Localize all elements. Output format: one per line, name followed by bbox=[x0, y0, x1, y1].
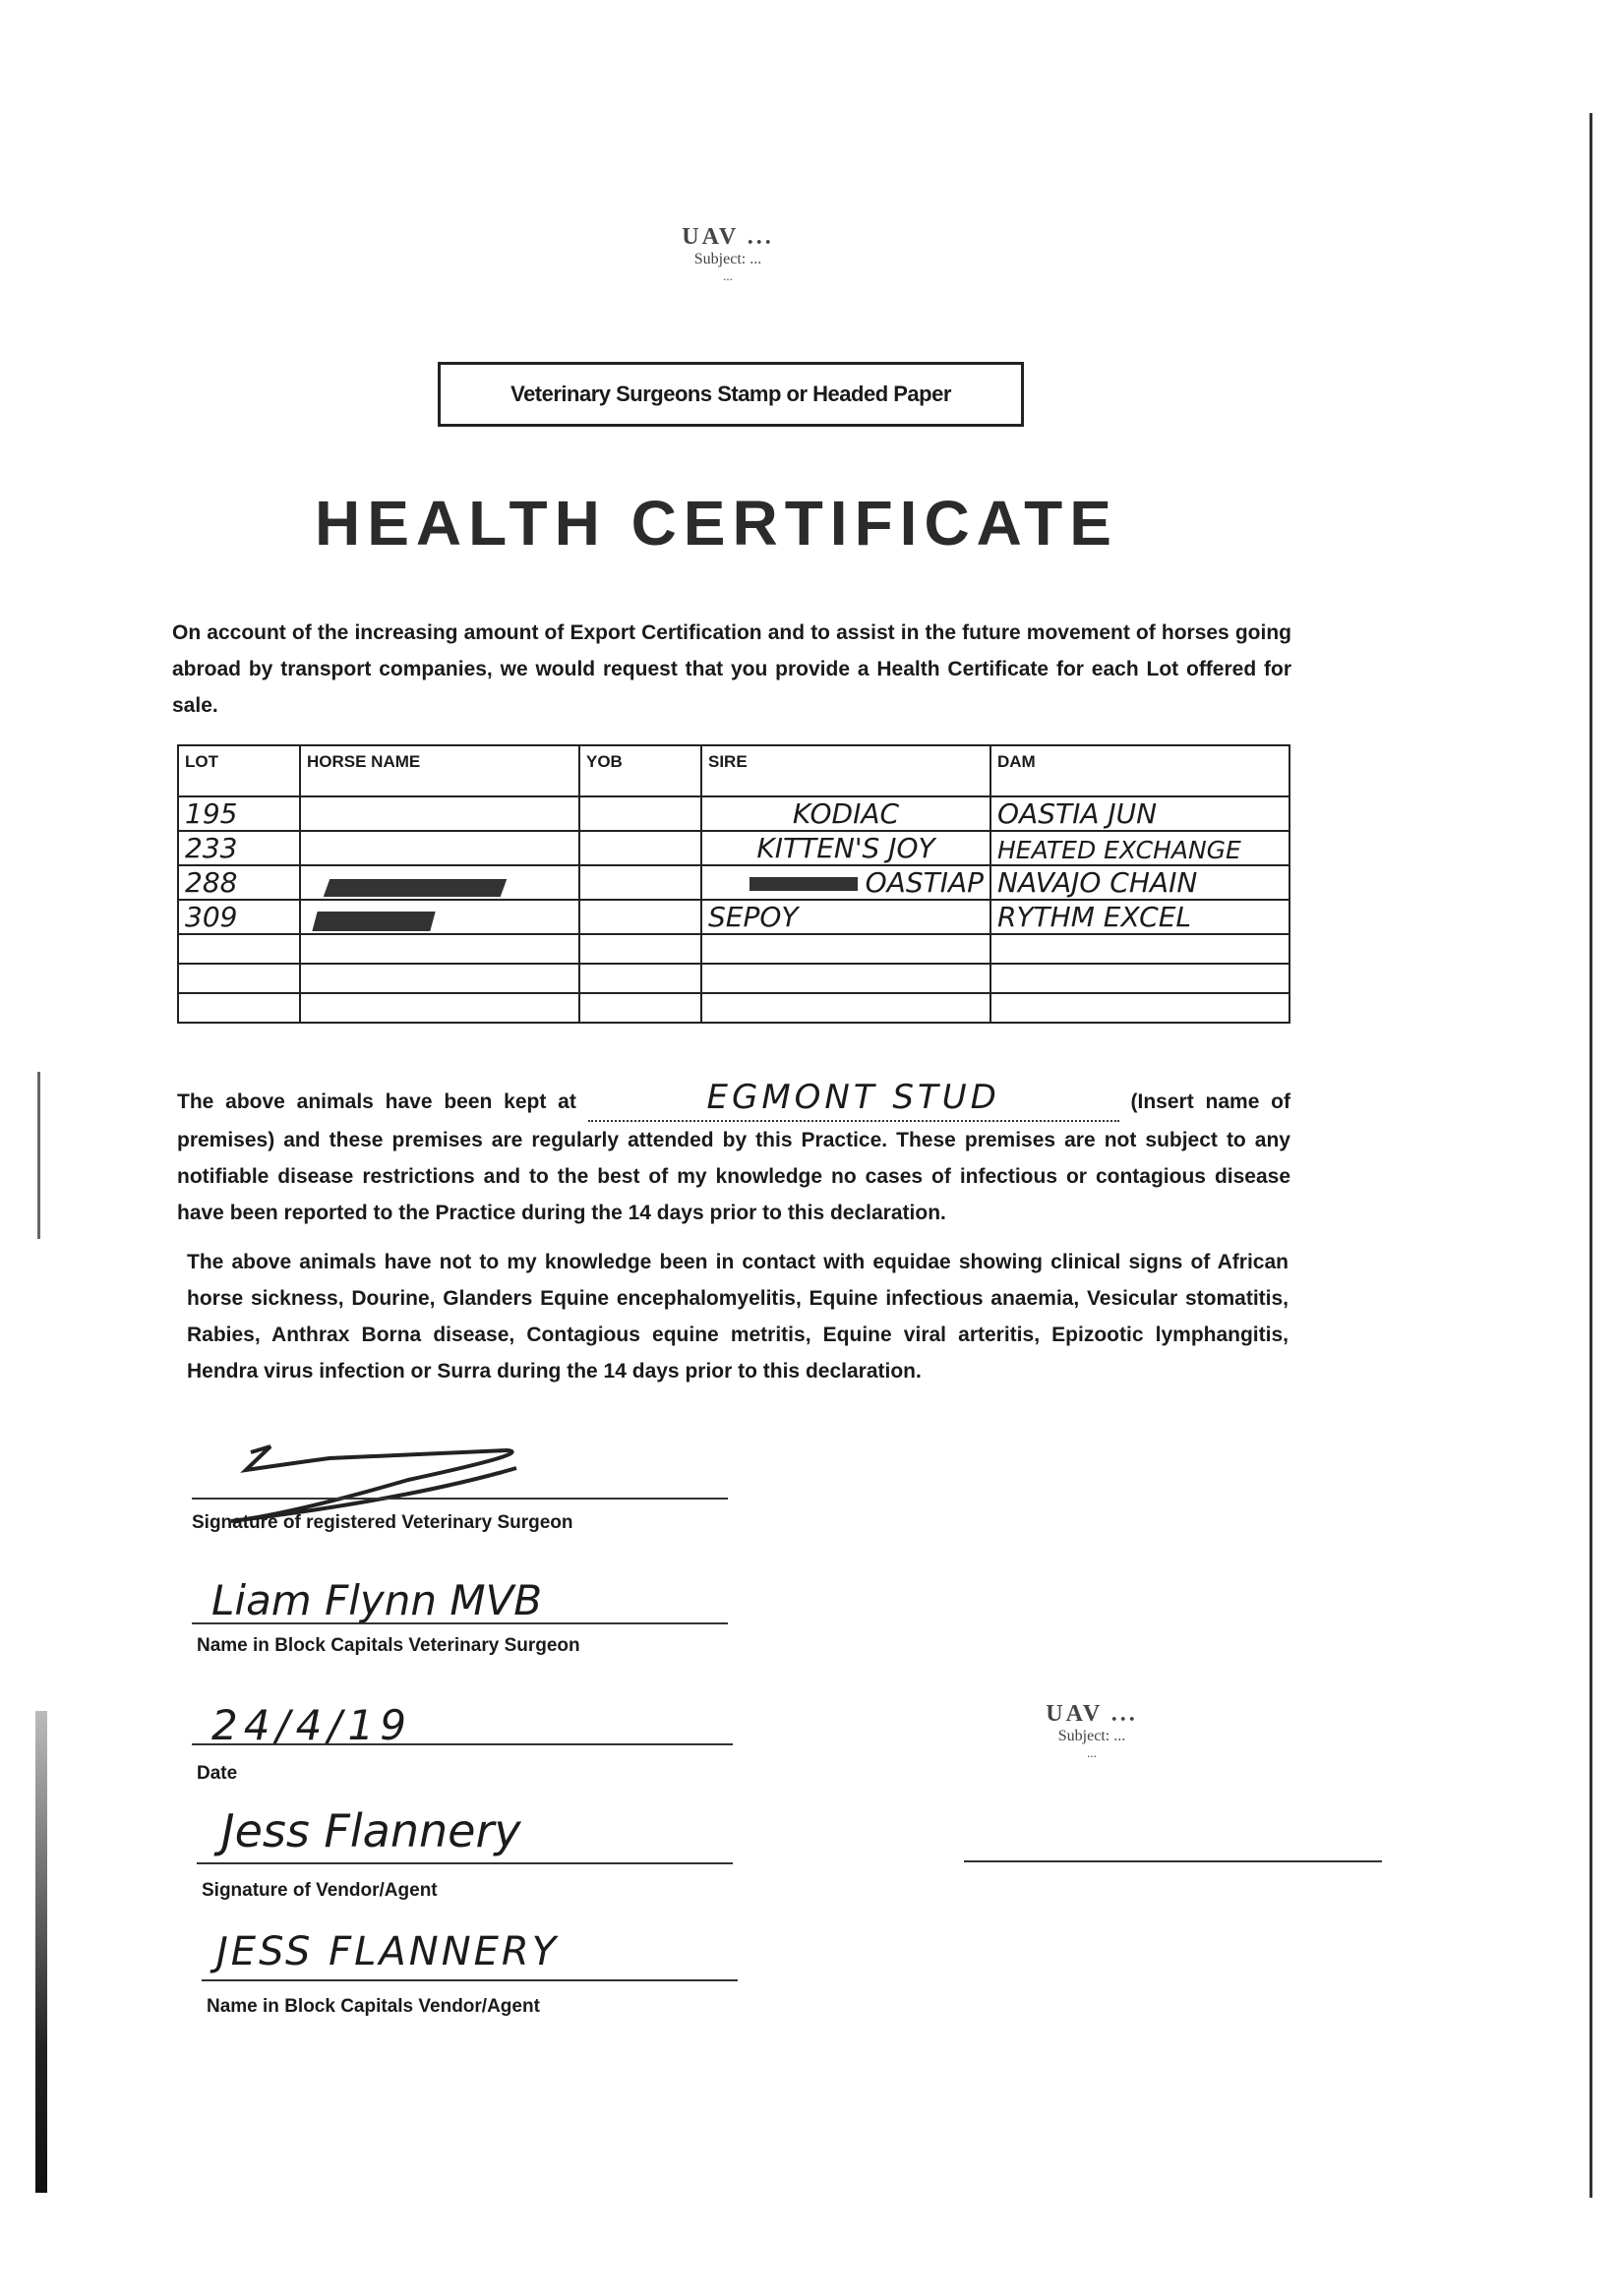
header-dam: DAM bbox=[990, 745, 1289, 796]
vendor-name-line bbox=[202, 1979, 738, 1981]
cell-lot: 195 bbox=[178, 796, 300, 831]
stamp-box bbox=[438, 362, 1024, 427]
table-row bbox=[178, 934, 1289, 964]
stamp-line: Subject: ... bbox=[1057, 1728, 1126, 1744]
cell-yob bbox=[579, 831, 701, 865]
cell-empty bbox=[300, 934, 579, 964]
premises-text-after: (Insert name of premises) and these premises are regularly attended by this Practice. These premises are not subject to any notifiable disease restrictions and to the best of my knowledge no cases of infectious or contagious disease have been reported to the Practice during the 14 days prior to this declaration. bbox=[177, 1090, 1291, 1224]
vet-signature-label: Signature of registered Veterinary Surgeon bbox=[192, 1512, 573, 1533]
cell-sire: KITTEN'S JOY bbox=[701, 831, 990, 865]
cell-dam: NAVAJO CHAIN bbox=[990, 865, 1289, 900]
vendor-signature-label: Signature of Vendor/Agent bbox=[202, 1880, 438, 1901]
scan-edge-right bbox=[1589, 113, 1592, 2198]
sire-redacted bbox=[750, 877, 858, 891]
table-header-row bbox=[178, 745, 1289, 796]
redaction-scribble bbox=[312, 912, 435, 931]
vendor-signature-value: Jess Flannery bbox=[221, 1804, 521, 1857]
cell-horse-name bbox=[300, 831, 579, 865]
table-row bbox=[178, 865, 1289, 900]
table-row bbox=[178, 964, 1289, 993]
vet-stamp-top bbox=[551, 224, 905, 284]
stamp-line: UAV ... bbox=[1046, 1701, 1138, 1727]
page-title: HEALTH CERTIFICATE bbox=[315, 488, 1118, 559]
cell-empty bbox=[178, 934, 300, 964]
vet-name-line bbox=[192, 1622, 728, 1624]
cell-empty bbox=[579, 993, 701, 1023]
stamp-line: UAV ... bbox=[682, 224, 774, 250]
header-lot: LOT bbox=[178, 745, 300, 796]
cell-empty bbox=[701, 934, 990, 964]
stamp-line: ... bbox=[1087, 1745, 1097, 1760]
vendor-signature-line bbox=[197, 1862, 733, 1864]
disease-paragraph: The above animals have not to my knowledge been in contact with equidae showing clinical signs of African horse sickness, Dourine, Glanders Equine encephalomyelitis, Equine infectious anaemia, Vesicular stomatitis, Rabies, Anthrax Borna disease, Contagious equine metritis, Equine viral arteritis, Epizootic lymphangitis, Hendra virus infection or Surra during the 14 days prior to this declaration. bbox=[187, 1251, 1289, 1383]
stamp-line: ... bbox=[723, 268, 733, 283]
cell-horse-name bbox=[300, 796, 579, 831]
cell-dam: OASTIA JUN bbox=[990, 796, 1289, 831]
date-line bbox=[192, 1743, 733, 1745]
premises-paragraph bbox=[177, 1080, 1290, 1231]
table-row bbox=[178, 993, 1289, 1023]
cell-empty bbox=[300, 993, 579, 1023]
cell-empty bbox=[701, 964, 990, 993]
scan-edge-left bbox=[35, 1711, 47, 2193]
cell-horse-name-redacted bbox=[300, 900, 579, 934]
cell-empty bbox=[990, 934, 1289, 964]
cell-empty bbox=[990, 964, 1289, 993]
scan-mark-left bbox=[37, 1072, 40, 1239]
vendor-name-label: Name in Block Capitals Vendor/Agent bbox=[207, 1996, 540, 2017]
cell-empty bbox=[579, 964, 701, 993]
cell-sire: KODIAC bbox=[701, 796, 990, 831]
stamp-line: Subject: ... bbox=[693, 251, 762, 267]
cell-lot: 233 bbox=[178, 831, 300, 865]
cell-empty bbox=[300, 964, 579, 993]
vet-stamp-bottom bbox=[944, 1701, 1239, 1761]
cell-dam: HEATED EXCHANGE bbox=[990, 831, 1289, 865]
cell-empty bbox=[701, 993, 990, 1023]
premises-handwritten: EGMONT STUD bbox=[706, 1078, 1000, 1117]
cell-empty bbox=[178, 993, 300, 1023]
stamp-box-label: Veterinary Surgeons Stamp or Headed Paper bbox=[510, 382, 951, 406]
cell-horse-name-redacted bbox=[300, 865, 579, 900]
intro-paragraph: On account of the increasing amount of Export Certification and to assist in the future movement of horses going abroad by transport companies, we would request that you provide a Health Certificate for each Lot offered for sale. bbox=[172, 621, 1291, 717]
stamp-signature-line bbox=[964, 1860, 1382, 1862]
cell-lot: 288 bbox=[178, 865, 300, 900]
sire-value: OASTIAP bbox=[865, 866, 984, 899]
date-label: Date bbox=[197, 1763, 238, 1784]
premises-value bbox=[588, 1080, 1119, 1122]
lots-table bbox=[177, 744, 1290, 1024]
table-row bbox=[178, 900, 1289, 934]
cell-empty bbox=[178, 964, 300, 993]
table-row bbox=[178, 796, 1289, 831]
cell-empty bbox=[579, 934, 701, 964]
vet-name-value: Liam Flynn MVB bbox=[211, 1576, 543, 1624]
vet-name-label: Name in Block Capitals Veterinary Surgeon bbox=[197, 1635, 580, 1656]
cell-dam: RYTHM EXCEL bbox=[990, 900, 1289, 934]
cell-sire bbox=[701, 865, 990, 900]
header-yob: YOB bbox=[579, 745, 701, 796]
redaction-scribble bbox=[324, 879, 508, 897]
header-sire: SIRE bbox=[701, 745, 990, 796]
premises-text-before: The above animals have been kept at bbox=[177, 1090, 576, 1113]
cell-yob bbox=[579, 796, 701, 831]
cell-lot: 309 bbox=[178, 900, 300, 934]
header-horse-name: HORSE NAME bbox=[300, 745, 579, 796]
cell-yob bbox=[579, 900, 701, 934]
vet-signature-line bbox=[192, 1498, 728, 1500]
cell-empty bbox=[990, 993, 1289, 1023]
date-value: 24/4/19 bbox=[211, 1701, 412, 1749]
table-row bbox=[178, 831, 1289, 865]
vendor-name-value: JESS FLANNERY bbox=[216, 1929, 560, 1974]
cell-yob bbox=[579, 865, 701, 900]
cell-sire: SEPOY bbox=[701, 900, 990, 934]
